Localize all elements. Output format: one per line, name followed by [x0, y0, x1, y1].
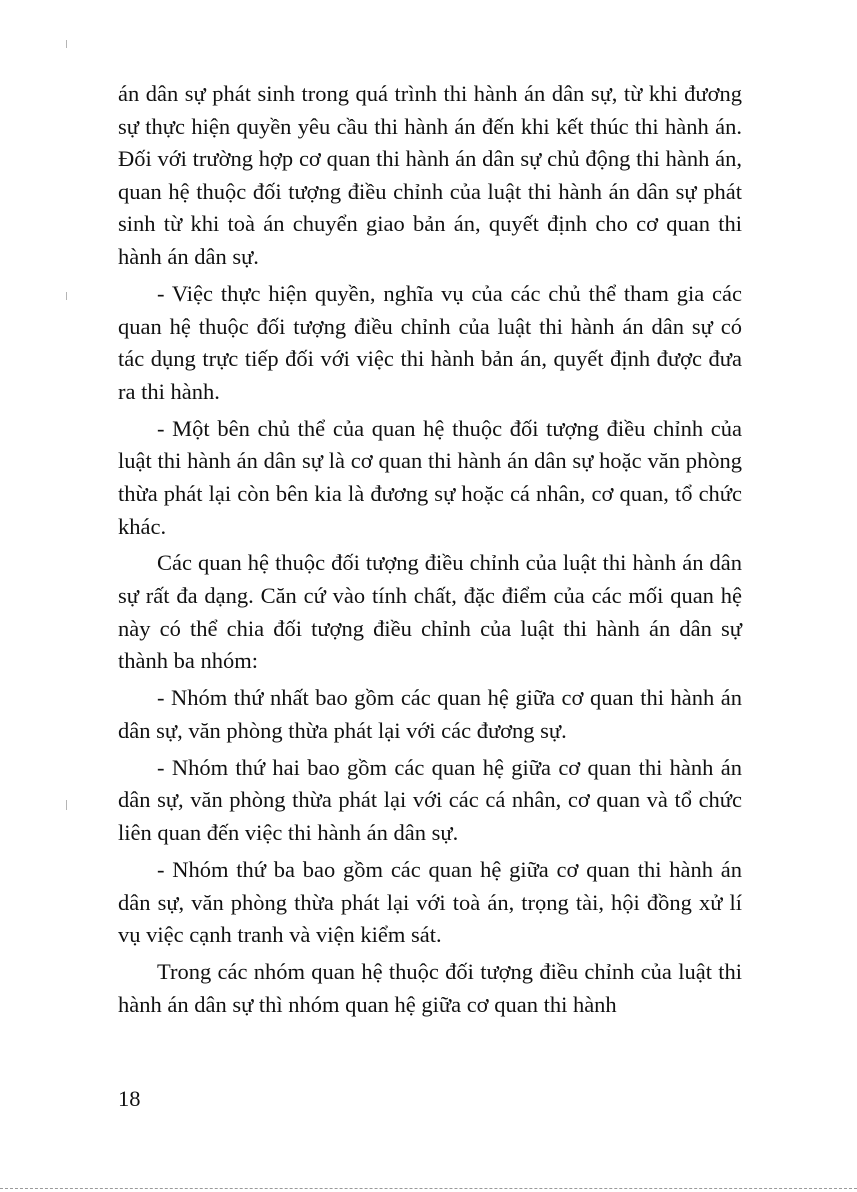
body-text [118, 78, 742, 1026]
scan-artifact-mark [66, 40, 67, 48]
paragraph-bullet-rights-obligations: - Việc thực hiện quyền, nghĩa vụ của các chủ thể tham gia các quan hệ thuộc đối tượng điều chỉnh của luật thi hành án dân sự có tác dụng trực tiếp đối với việc thi hành bản án, quyết định được đưa ra thi hành. [118, 280, 742, 404]
paragraph-closing: Trong các nhóm quan hệ thuộc đối tượng điều chỉnh của luật thi hành án dân sự thì nhóm quan hệ giữa cơ quan thi hành [118, 959, 742, 1017]
paragraph-bullet-subject-party: - Một bên chủ thể của quan hệ thuộc đối tượng điều chỉnh của luật thi hành án dân sự là cơ quan thi hành án dân sự hoặc văn phòng thừa phát lại còn bên kia là đương sự hoặc cá nhân, cơ quan, tổ chức khác. [118, 415, 742, 539]
paragraph-group-two: - Nhóm thứ hai bao gồm các quan hệ giữa cơ quan thi hành án dân sự, văn phòng thừa phát lại với các cá nhân, cơ quan và tổ chức liên quan đến việc thi hành án dân sự. [118, 754, 742, 846]
bottom-scan-border [0, 1188, 857, 1189]
paragraph-relation-groups: Các quan hệ thuộc đối tượng điều chỉnh của luật thi hành án dân sự rất đa dạng. Căn cứ vào tính chất, đặc điểm của các mối quan hệ này có thể chia đối tượng điều chỉnh của luật thi hành án dân sự thành ba nhóm: [118, 550, 742, 674]
scan-artifact-mark [66, 292, 67, 300]
paragraph-group-three: - Nhóm thứ ba bao gồm các quan hệ giữa cơ quan thi hành án dân sự, văn phòng thừa phát lại với toà án, trọng tài, hội đồng xử lí vụ việc cạnh tranh và viện kiểm sát. [118, 857, 742, 948]
paragraph-group-one: - Nhóm thứ nhất bao gồm các quan hệ giữa cơ quan thi hành án dân sự, văn phòng thừa phát lại với các đương sự. [118, 685, 742, 743]
scan-artifact-mark [66, 800, 67, 810]
page-number: 18 [118, 1086, 141, 1111]
paragraph-continuation: án dân sự phát sinh trong quá trình thi hành án dân sự, từ khi đương sự thực hiện quyền yêu cầu thi hành án đến khi kết thúc thi hành án. Đối với trường hợp cơ quan thi hành án dân sự chủ động thi hành án, quan hệ thuộc đối tượng điều chỉnh của luật thi hành án dân sự phát sinh từ khi toà án chuyển giao bản án, quyết định cho cơ quan thi hành án dân sự. [118, 81, 742, 269]
